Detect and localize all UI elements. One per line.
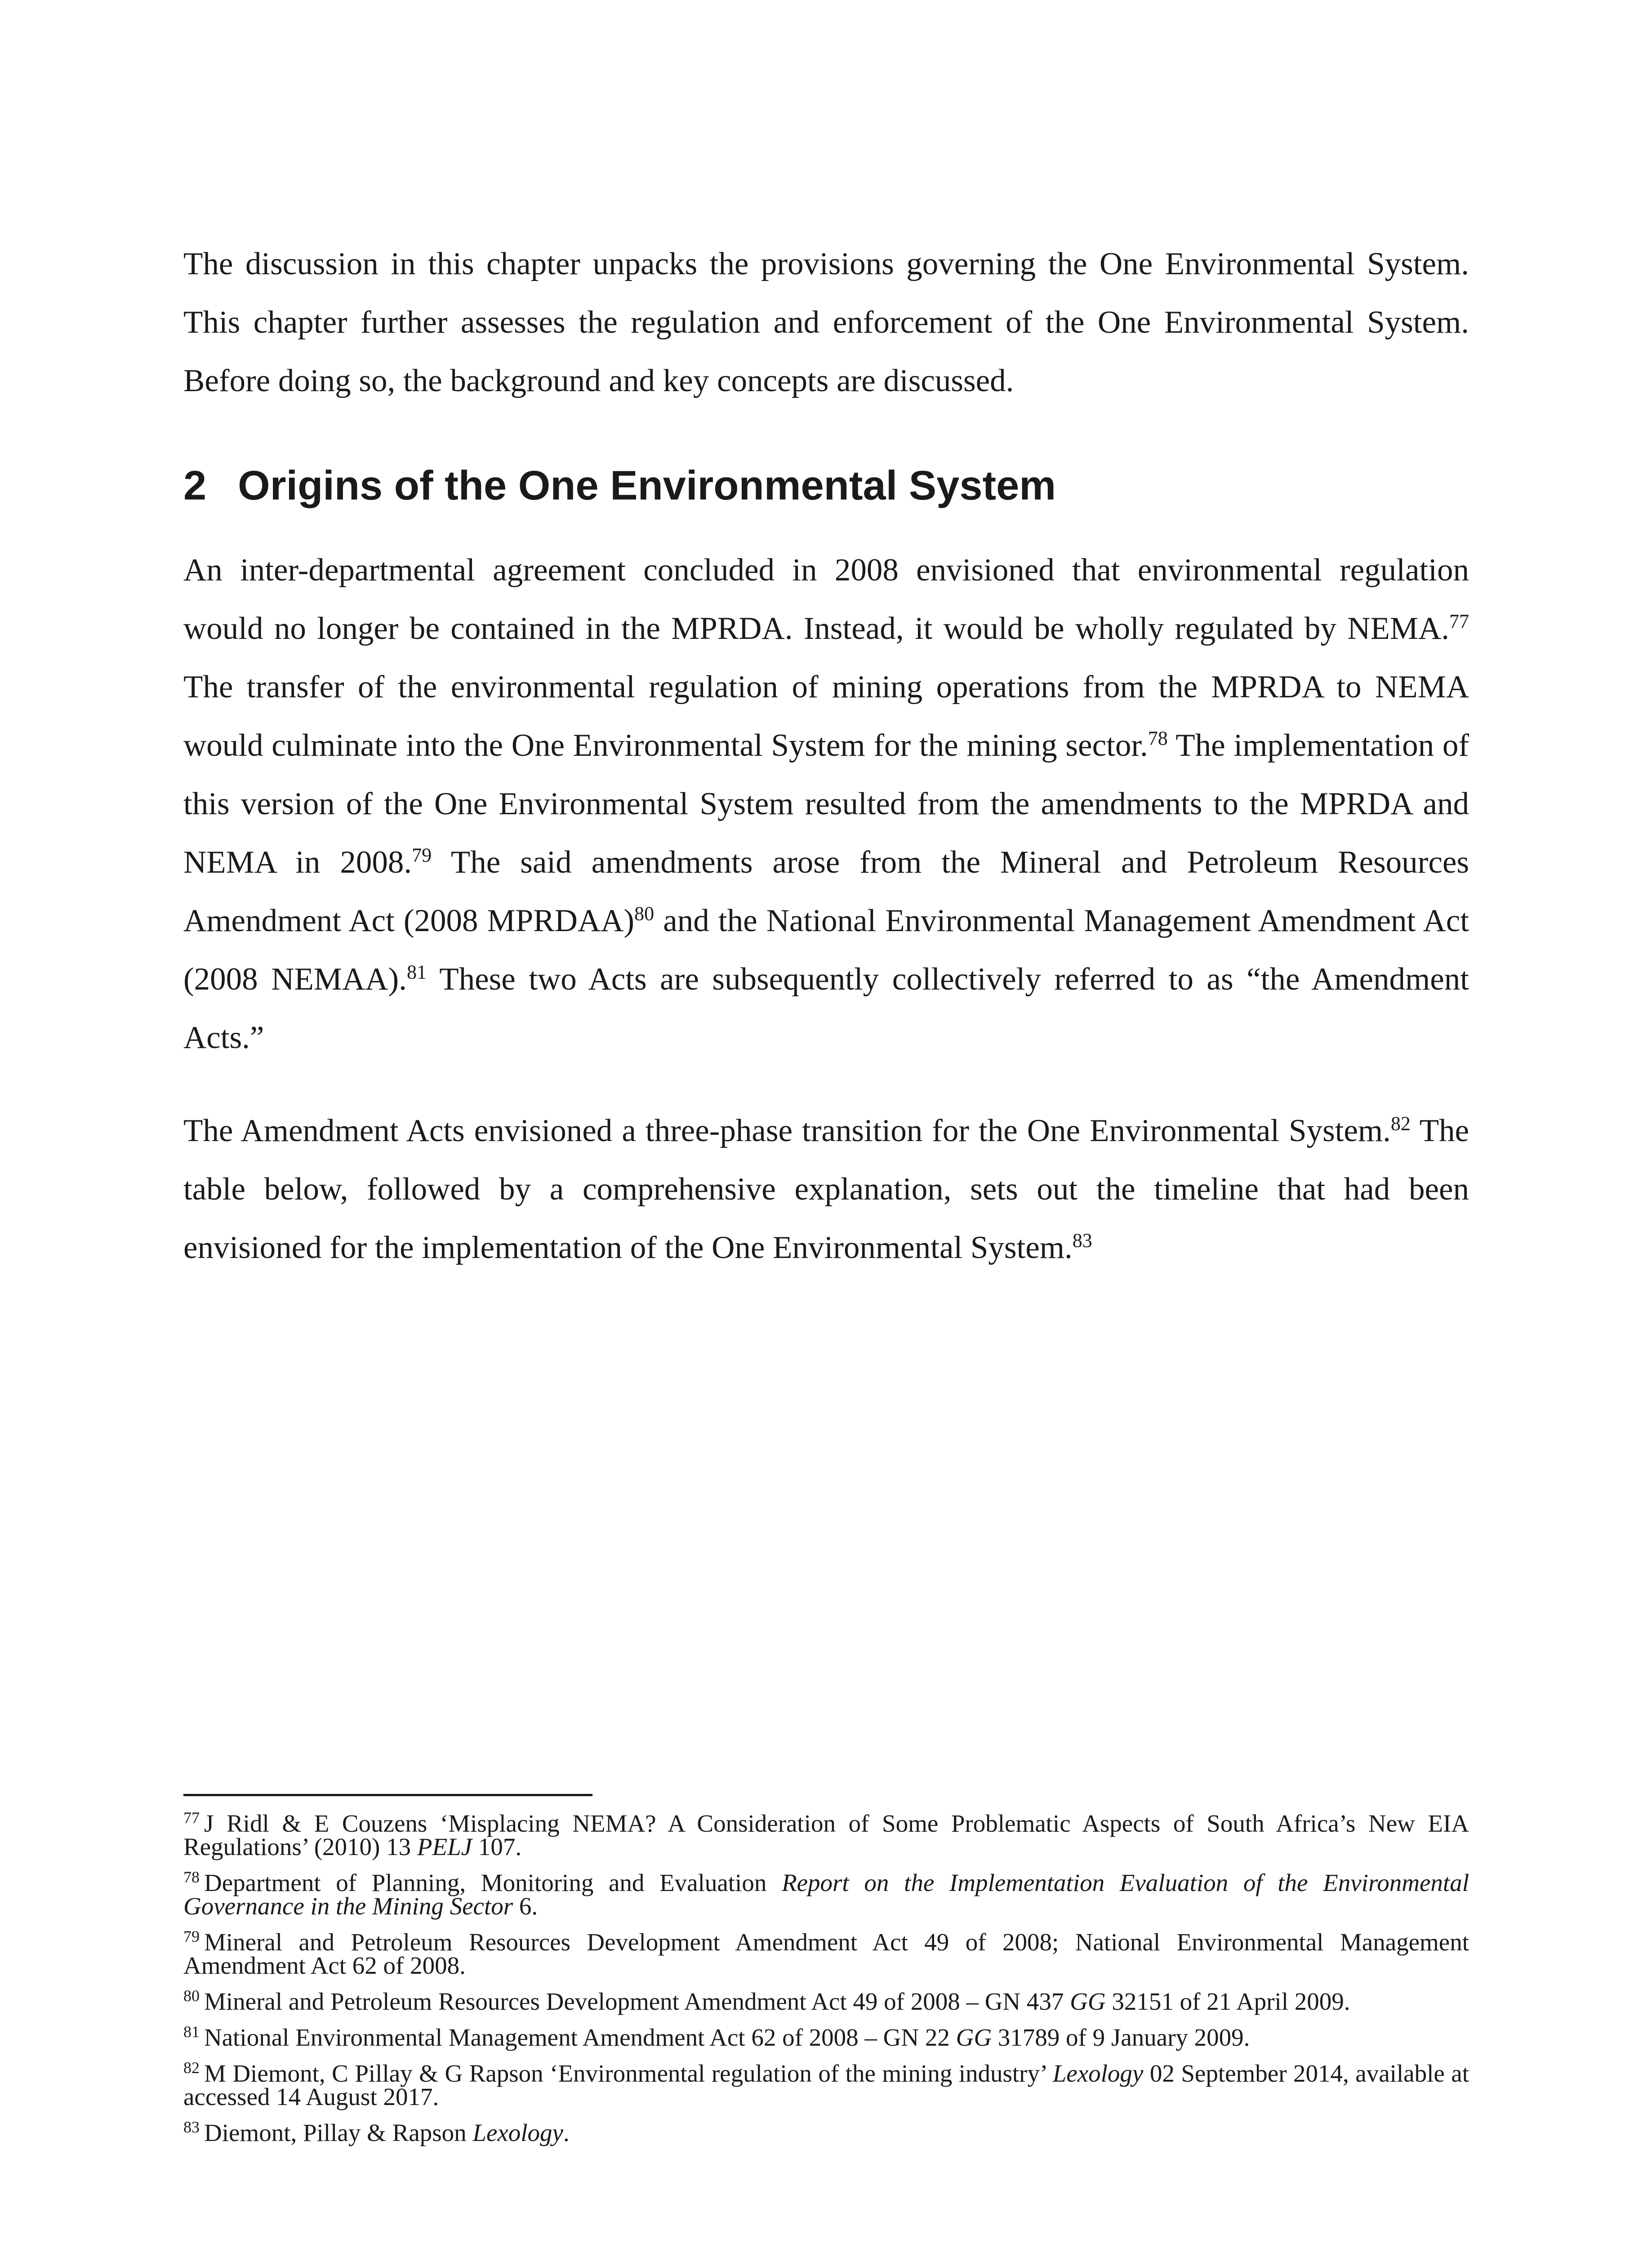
footnote-tail: 107. <box>472 1833 522 1860</box>
footnote-tail: 31789 of 9 January 2009. <box>992 2024 1250 2051</box>
para1-text-6: These two Acts are subsequently collectively referred to as “the Amendment Acts.” <box>183 962 1469 1055</box>
intro-paragraph <box>183 235 1469 410</box>
footnote-text: Mineral and Petroleum Resources Development Amendment Act 49 of 2008; National Environmental Management Amendment Act 62 of 2008. <box>183 1928 1469 1979</box>
origins-paragraph-2 <box>183 1102 1469 1277</box>
footnote-number: 79 <box>183 1927 200 1945</box>
footnote-italic: Lexology <box>1052 2060 1144 2087</box>
footnote-ref-81[interactable]: 81 <box>406 961 427 983</box>
section-heading <box>183 450 1469 522</box>
footnote-tail: 6. <box>513 1892 538 1920</box>
footnote-tail: 32151 of 21 April 2009. <box>1105 1988 1350 2015</box>
intro-text: The discussion in this chapter unpacks the provisions governing the One Environmental System. This chapter further assesses the regulation and enforcement of the One Environmental System. Before doing so, the background and key concepts are discussed. <box>183 246 1469 398</box>
footnote-ref-79[interactable]: 79 <box>412 844 432 866</box>
footnote-italic: PELJ <box>417 1833 472 1860</box>
footnote-text: Mineral and Petroleum Resources Development Amendment Act 49 of 2008 – GN 437 <box>204 1988 1070 2015</box>
footnote-ref-83[interactable]: 83 <box>1072 1229 1092 1252</box>
origins-paragraph-1 <box>183 541 1469 1067</box>
footnote-italic: Report on the Implementation Evaluation of the Environmental Governance in the Mining Sector <box>183 1869 1469 1920</box>
footnote-italic: GG <box>1070 1988 1106 2015</box>
footnote-80 <box>183 1986 1469 2015</box>
footnote-tail: 02 September 2014, available at accessed 14 August 2017. <box>183 2060 1469 2110</box>
para1-text-5: and the National Environmental Management Amendment Act (2008 NEMAA). <box>183 903 1469 997</box>
footnote-number: 81 <box>183 2022 200 2041</box>
footnote-78 <box>183 1868 1469 1920</box>
footnote-number: 82 <box>183 2058 200 2077</box>
footnote-ref-82[interactable]: 82 <box>1390 1112 1411 1135</box>
section-number: 2 <box>183 463 207 508</box>
para1-text-3: The implementation of this version of the One Environmental System resulted from the amendments to the MPRDA and NEMA in 2008. <box>183 728 1469 880</box>
footnote-ref-77[interactable]: 77 <box>1449 610 1469 633</box>
footnote-81 <box>183 2022 1469 2051</box>
footnote-83 <box>183 2118 1469 2146</box>
footnote-text: Diemont, Pillay & Rapson <box>204 2119 473 2146</box>
para1-text-2: The transfer of the environmental regulation of mining operations from the MPRDA to NEMA would culminate into the One Environmental System for the mining sector. <box>183 669 1469 763</box>
footnote-82 <box>183 2058 1469 2110</box>
footnote-ref-78[interactable]: 78 <box>1148 727 1168 749</box>
footnote-text: National Environmental Management Amendment Act 62 of 2008 – GN 22 <box>204 2024 956 2051</box>
footnote-number: 83 <box>183 2118 200 2136</box>
footnote-text: M Diemont, C Pillay & G Rapson ‘Environmental regulation of the mining industry’ <box>204 2060 1053 2087</box>
footnote-number: 80 <box>183 1986 200 2005</box>
footnote-italic: GG <box>956 2024 992 2051</box>
footnote-tail: . <box>563 2119 570 2146</box>
footnote-77 <box>183 1808 1469 1860</box>
footnote-text: J Ridl & E Couzens ‘Misplacing NEMA? A Consideration of Some Problematic Aspects of South Africa’s New EIA Regulations’ (2010) 13 <box>183 1810 1469 1860</box>
para2-text-2: The table below, followed by a comprehensive explanation, sets out the timeline that had been envisioned for the implementation of the One Environmental System. <box>183 1113 1469 1265</box>
footnotes <box>183 1808 1469 2157</box>
footnote-ref-80[interactable]: 80 <box>634 902 655 925</box>
para2-text-1: The Amendment Acts envisioned a three-phase transition for the One Environmental System. <box>183 1113 1391 1148</box>
footnote-text: Department of Planning, Monitoring and Evaluation <box>204 1869 782 1896</box>
footnote-italic: Lexology <box>472 2119 563 2146</box>
footnote-79 <box>183 1927 1469 1979</box>
footnote-number: 78 <box>183 1868 200 1886</box>
section-title: Origins of the One Environmental System <box>238 463 1056 508</box>
footnote-number: 77 <box>183 1808 200 1827</box>
footnote-separator <box>183 1794 592 1796</box>
para1-text-4: The said amendments arose from the Mineral and Petroleum Resources Amendment Act (2008 MPRDAA) <box>183 845 1469 938</box>
para1-text-1: An inter-departmental agreement concluded in 2008 envisioned that environmental regulation would no longer be contained in the MPRDA. Instead, it would be wholly regulated by NEMA. <box>183 553 1469 646</box>
